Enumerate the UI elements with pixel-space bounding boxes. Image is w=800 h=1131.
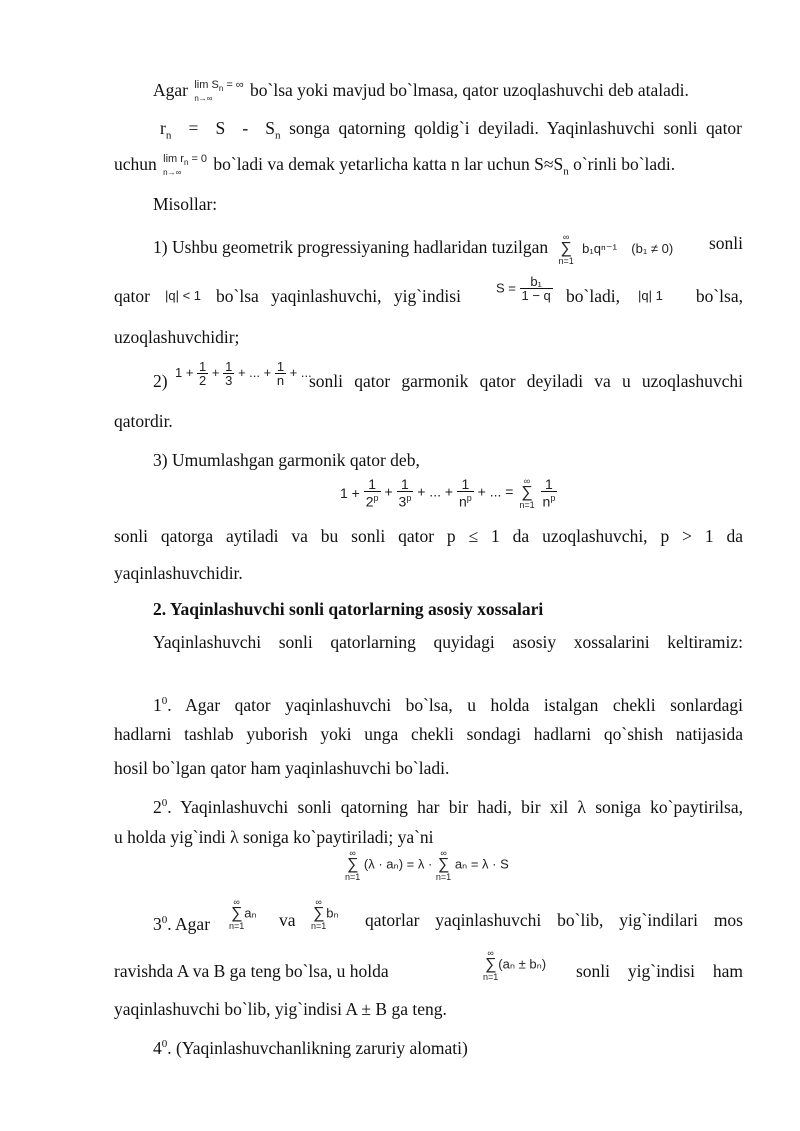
prop1-line3: hosil bo`lgan qator ham yaqinlashuvchi bo`ladi. <box>114 758 450 778</box>
ex1-fraction <box>520 275 553 302</box>
ex1-line3: uzoqlashuvchidir; <box>114 327 240 347</box>
ex2-text: sonli qator garmonik qator deyiladi va u uzoqlashuvchi <box>309 371 743 391</box>
ex1-S-eq: S = <box>496 280 516 296</box>
p2-lim-tail: = 0 <box>188 152 208 165</box>
prop3-sum-anpm: ∞ ∑ n=1 (aₙ ± bₙ) <box>483 948 547 982</box>
prop4-sup: 0 <box>161 1038 168 1050</box>
p1-lim-sub: n→∞ <box>194 94 213 104</box>
p2-line2-tail: bo`ladi va demak yetarlicha katta n lar uchun $S\approx S_n$ o`rinli bo`ladi. <box>213 154 676 178</box>
prop1-text1: . Agar qator yaqinlashuvchi bo`lsa, u holda istalgan chekli sonlardagi <box>167 694 743 715</box>
prop3-line2 <box>114 948 743 982</box>
prop1-line1 <box>153 690 743 716</box>
ex1-S-formula <box>496 275 553 302</box>
prop2-line1 <box>153 792 743 818</box>
p1-lim: lim S <box>194 78 219 91</box>
p1-limit-formula: $\lim S_n$ = ∞ n→∞ <box>194 78 244 104</box>
ex1-abs-cond2: |q| 1 <box>638 288 663 303</box>
p2-lim-sub: n→∞ <box>163 168 182 178</box>
ex3-line2: sonli qatorga aytiladi va bu sonli qator p ≤ 1 da uzoqlashuvchi, p > 1 da <box>114 526 743 546</box>
prop3-line1 <box>153 897 743 935</box>
p1-lim-tail: = ∞ <box>223 78 244 91</box>
p1-prefix: Agar <box>153 80 188 100</box>
p2-limit-formula: $\lim r_n = 0$ n→∞ <box>163 152 208 178</box>
prop4-line <box>153 1033 468 1059</box>
ex1-boladi: bo`ladi, <box>566 286 620 306</box>
sum-lower: n=1 <box>558 256 574 266</box>
sum-upper: ∞ <box>562 232 570 242</box>
ex1-frac-den: 1 − q <box>521 288 551 303</box>
prop3-sup: 0 <box>161 914 168 926</box>
prop3-text2a: ravishda A va B ga teng bo`lsa, u holda <box>114 961 389 981</box>
prop2-num: 2 <box>153 796 162 817</box>
section-intro: Yaqinlashuvchi sonli qatorlarning quyidagi asosiy xossalarini keltiramiz: <box>153 632 743 652</box>
ex2-line1 <box>153 359 743 392</box>
ex1-text-b: sonli <box>708 233 743 253</box>
prop2-lambda-formula: ∞ ∑ n=1 (λ · aₙ) = λ · ∞ ∑ n=1 aₙ = λ · S <box>345 848 509 882</box>
ex1-bolsa: bo`lsa, <box>695 286 743 306</box>
ex2-harmonic-series: 1 + $\frac{1}{2}$ + $\frac{1}{3}$ + ... + $\frac{1}{n}$ + ... <box>175 359 312 388</box>
prop3-va: va <box>279 910 296 930</box>
p2-line1: $r_n = S - S_n$ songa qatorning qoldig`i deyiladi. Yaqinlashuvchi sonli qator <box>160 118 743 142</box>
prop3-sum-an: ∞ ∑ n=1 aₙ <box>229 897 257 931</box>
ex1-qator: qator <box>114 286 150 306</box>
prop2-sup: 0 <box>161 797 168 809</box>
misollar-label: Misollar: <box>153 194 218 214</box>
prop3-num: 3 <box>153 913 162 934</box>
ex2-num: 2) <box>153 371 168 391</box>
lambda-left: (λ · aₙ) = λ · <box>363 856 433 872</box>
ex1-sum-formula <box>558 232 573 266</box>
ex2-line2: qatordir. <box>114 411 173 431</box>
ex1-text-yaq: bo`lsa yaqinlashuvchi, yig`indisi <box>216 286 461 306</box>
ex1-text-a: 1) Ushbu geometrik progressiyaning hadlaridan tuzilgan <box>153 237 549 258</box>
prop4-num: 4 <box>153 1037 162 1058</box>
section-heading: 2. Yaqinlashuvchi sonli qatorlarning asosiy xossalari <box>153 599 544 619</box>
ex1-line1 <box>153 232 743 266</box>
prop3-line3: yaqinlashuvchi bo`lib, yig`indisi A ± B ga teng. <box>114 999 447 1019</box>
ex1-abs-cond: |q| < 1 <box>165 288 202 303</box>
ex1-condition: (b₁ ≠ 0) <box>631 241 674 257</box>
ex1-geometric-term: b₁qⁿ⁻¹ <box>582 241 617 257</box>
prop2-line2: u holda yig`indi λ soniga ko`paytiriladi; ya`ni <box>114 827 434 847</box>
p2-line2 <box>114 153 675 183</box>
prop3-text1: qatorlar yaqinlashuvchi bo`lib, yig`indilari mos <box>365 910 743 930</box>
p2-lim: lim r <box>163 152 184 165</box>
bn: bₙ <box>326 905 339 921</box>
prop3-text2b: sonli yig`indisi ham <box>576 961 743 981</box>
prop4-text: . (Yaqinlashuvchanlikning zaruriy alomati) <box>167 1037 468 1058</box>
p1-line <box>153 79 689 104</box>
ex1-frac-num: b₁ <box>520 275 553 289</box>
prop3-agar: . Agar <box>167 913 211 934</box>
prop2-text1: . Yaqinlashuvchi sonli qatorning har bir hadi, bir xil λ soniga ko`paytirilsa, <box>167 796 743 817</box>
lambda-right: aₙ = λ · S <box>454 856 509 872</box>
anpm: (aₙ ± bₙ) <box>498 956 547 972</box>
ex3-line1: 3) Umumlashgan garmonik qator deb, <box>153 450 420 470</box>
ex3-line3: yaqinlashuvchidir. <box>114 563 243 583</box>
ex3-p-series: 1 + $\frac{1}{2^p}$ + $\frac{1}{3^p}$ + ... + $\frac{1}{n^p}$ + ... = ∞ ∑ n=1 $\frac{1}{n^p}$ <box>340 475 556 510</box>
p2-uchun: uchun <box>114 154 157 174</box>
ex1-line2 <box>114 274 743 307</box>
prop3-sum-bn: ∞ ∑ n=1 bₙ <box>311 897 339 931</box>
prop1-sup: 0 <box>161 695 168 707</box>
an: aₙ <box>244 905 257 921</box>
sum-sign: ∑ <box>560 240 572 257</box>
p1-suffix: bo`lsa yoki mavjud bo`lmasa, qator uzoqlashuvchi deb ataladi. <box>250 80 689 100</box>
prop1-line2: hadlarni tashlab yuborish yoki unga chekli sondagi hadlarni qo`shish natijasida <box>114 724 743 744</box>
prop1-num: 1 <box>153 694 162 715</box>
